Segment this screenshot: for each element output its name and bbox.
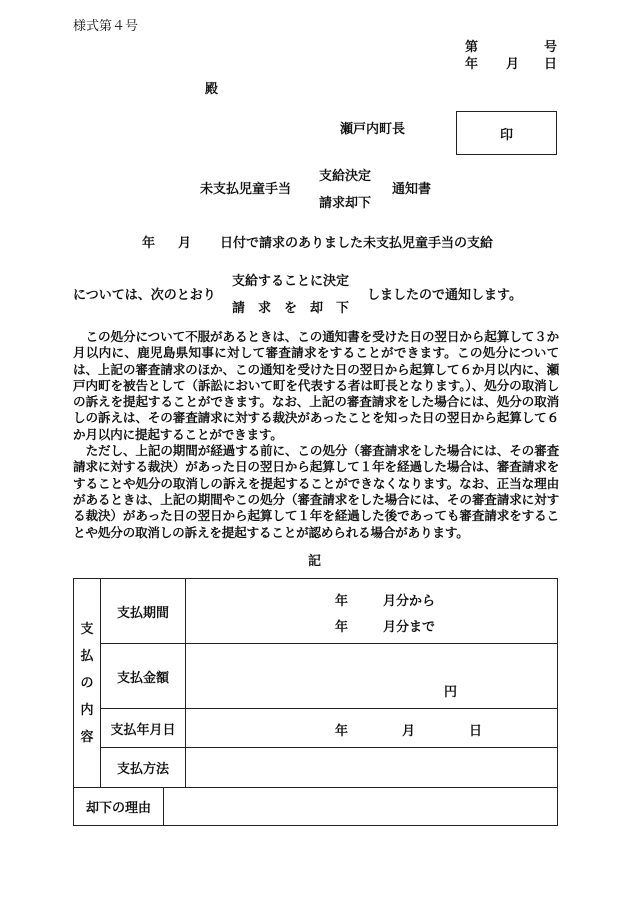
payment-content-char-3: の: [80, 675, 94, 691]
table-row-method: [74, 748, 558, 788]
payment-date-label: 支払年月日: [101, 709, 186, 748]
table-row-reason: [74, 788, 558, 826]
appeal-notice-paragraph-2: ただし、上記の期間が経過する前に、この処分（審査請求をした場合には、その審査請求に対する裁決）があった日の翌日から起算して１年を経過した場合は、審査請求をすることや処分の取消しの訴えを提起することができなくなります。なお、正当な理由があるときは、上記の期間やこの処分（審査請求をした場合には、その審査請求に対する裁決）があった日の翌日から起算して１年を経過した後であっても審査請求をすることや処分の取消しの訴えを提起することが認められる場合があります。: [73, 443, 559, 540]
payment-detail-table: [73, 578, 558, 826]
rejection-reason-cell[interactable]: [164, 788, 558, 826]
period-to-text: 月分まで: [383, 620, 436, 635]
payment-date-cell[interactable]: [186, 709, 558, 748]
title-choice-reject: 請求却下: [319, 196, 372, 211]
doc-number-go: 号: [544, 40, 558, 55]
payment-date-day: 日: [469, 724, 483, 739]
issue-date-year: 年: [465, 57, 479, 72]
period-from-text: 月分から: [383, 594, 436, 609]
seal-box: [456, 111, 557, 155]
amount-label: 支払金額: [101, 644, 186, 709]
table-row-date: [74, 709, 558, 748]
intro-text: 日付で請求のありました未支払児童手当の支給: [220, 236, 494, 251]
seal-label: 印: [499, 127, 513, 143]
intro-month: 月: [178, 236, 192, 251]
rejection-reason-label: 却下の理由: [74, 788, 164, 826]
amount-value-cell[interactable]: [186, 644, 558, 709]
payment-content-char-2: 払: [80, 648, 94, 664]
payment-date-month: 月: [402, 724, 416, 739]
intro-choice-reject: 請 求 を 却 下: [232, 301, 350, 316]
payment-content-char-5: 容: [80, 729, 94, 745]
form-number: 様式第４号: [73, 19, 139, 34]
table-row-amount: [74, 644, 558, 709]
amount-unit: 円: [444, 685, 458, 700]
period-value-cell[interactable]: [186, 579, 558, 644]
intro-choice-approve: 支給することに決定: [232, 274, 350, 289]
intro-lead: については、次のとおり: [73, 288, 216, 303]
record-heading: 記: [308, 554, 322, 569]
intro-year: 年: [142, 236, 156, 251]
appeal-notice: [73, 329, 559, 541]
payment-date-year: 年: [335, 724, 349, 739]
doc-number-dai: 第: [465, 40, 479, 55]
intro-tail: しましたので通知します。: [367, 288, 522, 303]
issue-date-month: 月: [506, 57, 520, 72]
table-row-period: [74, 579, 558, 644]
payment-content-char-4: 内: [80, 702, 94, 718]
title-left: 未支払児童手当: [200, 182, 292, 197]
title-choice-approve: 支給決定: [319, 169, 372, 184]
payment-method-cell[interactable]: [186, 748, 558, 788]
payment-content-char-1: 支: [80, 621, 94, 637]
payment-content-label: [74, 579, 101, 788]
issuer-name: 瀬戸内町長: [340, 122, 406, 137]
payment-method-label: 支払方法: [101, 748, 186, 788]
addressee-suffix: 殿: [205, 82, 219, 97]
title-right: 通知書: [392, 182, 432, 197]
issue-date-day: 日: [544, 57, 558, 72]
period-label: 支払期間: [101, 579, 186, 644]
period-year-to: 年: [335, 620, 349, 635]
appeal-notice-paragraph-1: この処分について不服があるときは、この通知書を受けた日の翌日から起算して３か月以内に、鹿児島県知事に対して審査請求をすることができます。この処分については、上記の審査請求のほか、この通知を受けた日の翌日から起算して６か月以内に、瀬戸内町を被告として（訴訟において町を代表する者は町長となります。）、処分の取消しの訴えを提起することができます。なお、上記の審査請求をした場合には、処分の取消しの訴えは、その審査請求に対する裁決があったことを知った日の翌日から起算して６か月以内に提起することができます。: [73, 329, 559, 442]
period-year-from: 年: [335, 594, 349, 609]
